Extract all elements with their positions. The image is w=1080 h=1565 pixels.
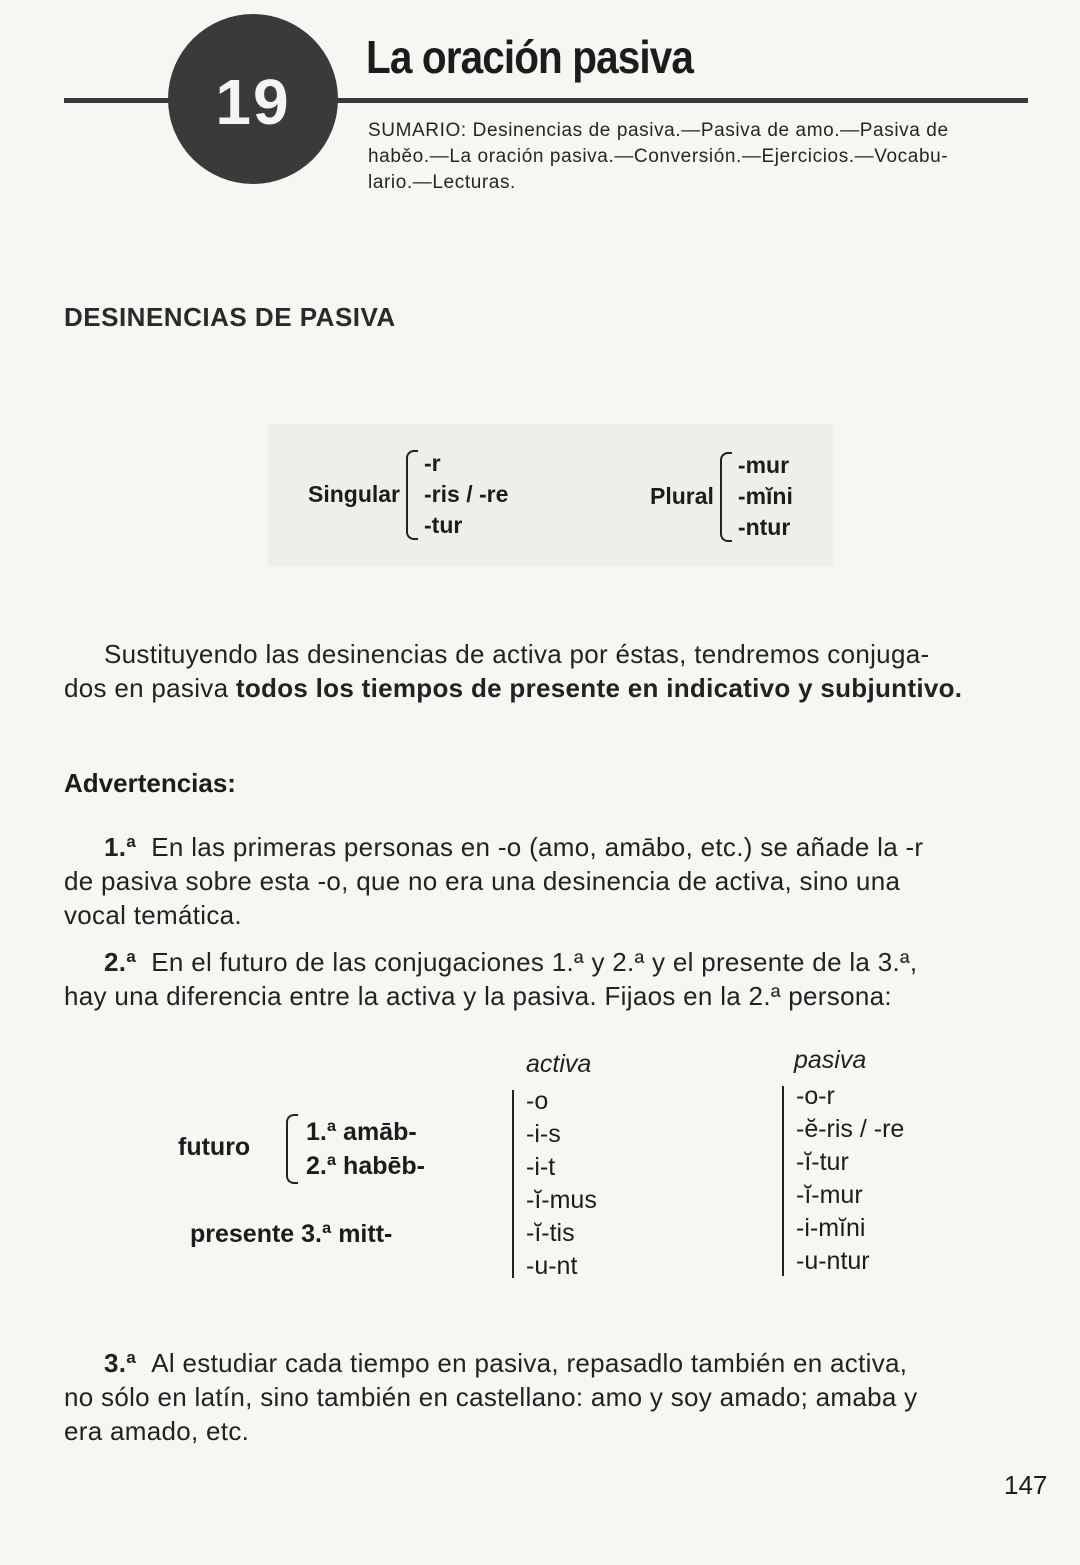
pasiva-ending: -ĭ-tur [796,1148,849,1176]
note-3-line-2: no sólo en latín, sino también en castellano: amo y soy amado; amaba y [64,1382,918,1412]
note-1-line-1: En las primeras personas en -o (amo, amābo, etc.) se añade la -r [151,832,924,862]
note-3-line-1: Al estudiar cada tiempo en pasiva, repasadlo también en activa, [151,1348,908,1378]
note-3 [64,1346,1054,1448]
ending: -mur [737,452,790,478]
activa-ending: -ĭ-tis [526,1219,575,1247]
intro-line-1: Sustituyendo las desinencias de activa por éstas, tendremos conjuga- [104,639,930,669]
singular-label: Singular [308,481,401,507]
ending: -r [424,450,441,476]
page-number: 147 [1004,1470,1048,1500]
plural-endings [738,450,793,543]
note-2-line-2: hay una diferencia entre la activa y la pasiva. Fijaos en la 2.ª persona: [64,981,892,1011]
pasiva-ending: -o-r [796,1082,835,1110]
activa-ending: -ĭ-mus [526,1186,597,1214]
chapter-badge [168,14,338,184]
note-1 [64,830,1044,932]
chapter-summary [368,118,1036,196]
activa-ending: -i-s [526,1120,561,1148]
futuro-label: futuro [178,1133,251,1161]
note-1-line-3: vocal temática. [64,900,242,930]
brace-icon [286,1114,298,1184]
summary-line-2: haběo.—La oración pasiva.—Conversión.—Ejercicios.—Vocabu- [368,146,949,167]
brace-icon [720,452,732,542]
activa-ending: -o [526,1087,549,1115]
pasiva-column-rule [782,1086,784,1276]
note-1-number: 1.ª [104,832,137,862]
note-2-line-1: En el futuro de las conjugaciones 1.ª y 2.ª y el presente de la 3.ª, [151,947,918,977]
chapter-number: 19 [215,66,291,138]
ending: -ntur [737,514,791,540]
intro-emphasis: todos los tiempos de presente en indicativo y subjuntivo. [235,673,963,703]
ending: -tur [424,512,463,538]
pasiva-ending: -u-ntur [796,1247,870,1275]
plural-group [650,450,793,543]
activa-endings [526,1085,597,1283]
stem-mitt: presente 3.ª mitt- [190,1220,393,1248]
summary-line-1: SUMARIO: Desinencias de pasiva.—Pasiva de amo.—Pasiva de [368,120,949,141]
note-3-line-3: era amado, etc. [64,1416,250,1446]
intro-paragraph [64,637,1044,705]
ending: -mĭni [737,483,793,509]
note-3-number: 3.ª [104,1348,137,1378]
note-1-line-2: de pasiva sobre esta -o, que no era una desinencia de activa, sino una [64,866,901,896]
advertencias-heading: Advertencias: [64,768,236,798]
activa-column-rule [512,1090,514,1278]
activa-ending: -u-nt [526,1252,578,1280]
plural-label: Plural [650,483,714,509]
brace-icon [406,450,418,540]
pasiva-ending: -i-mĭni [796,1214,866,1242]
stem-amab: 1.ª amāb- [306,1118,417,1146]
intro-line-2: dos en pasiva [64,673,236,703]
pasiva-endings [796,1080,904,1278]
ending: -ris / -re [424,481,509,507]
section-heading: DESINENCIAS DE PASIVA [64,302,396,332]
singular-group [308,448,508,541]
pasiva-ending: -ĭ-mur [796,1181,863,1209]
summary-line-3: lario.—Lecturas. [368,172,516,193]
passive-endings-table [268,424,834,566]
pasiva-ending: -ĕ-ris / -re [796,1115,905,1143]
pasiva-header: pasiva [794,1046,867,1074]
note-2 [64,945,1054,1013]
chapter-title: La oración pasiva [366,31,694,83]
activa-header: activa [526,1050,592,1078]
activa-ending: -i-t [526,1153,556,1181]
stem-habeb: 2.ª habēb- [306,1152,425,1180]
singular-endings [424,448,508,541]
note-2-number: 2.ª [104,947,137,977]
